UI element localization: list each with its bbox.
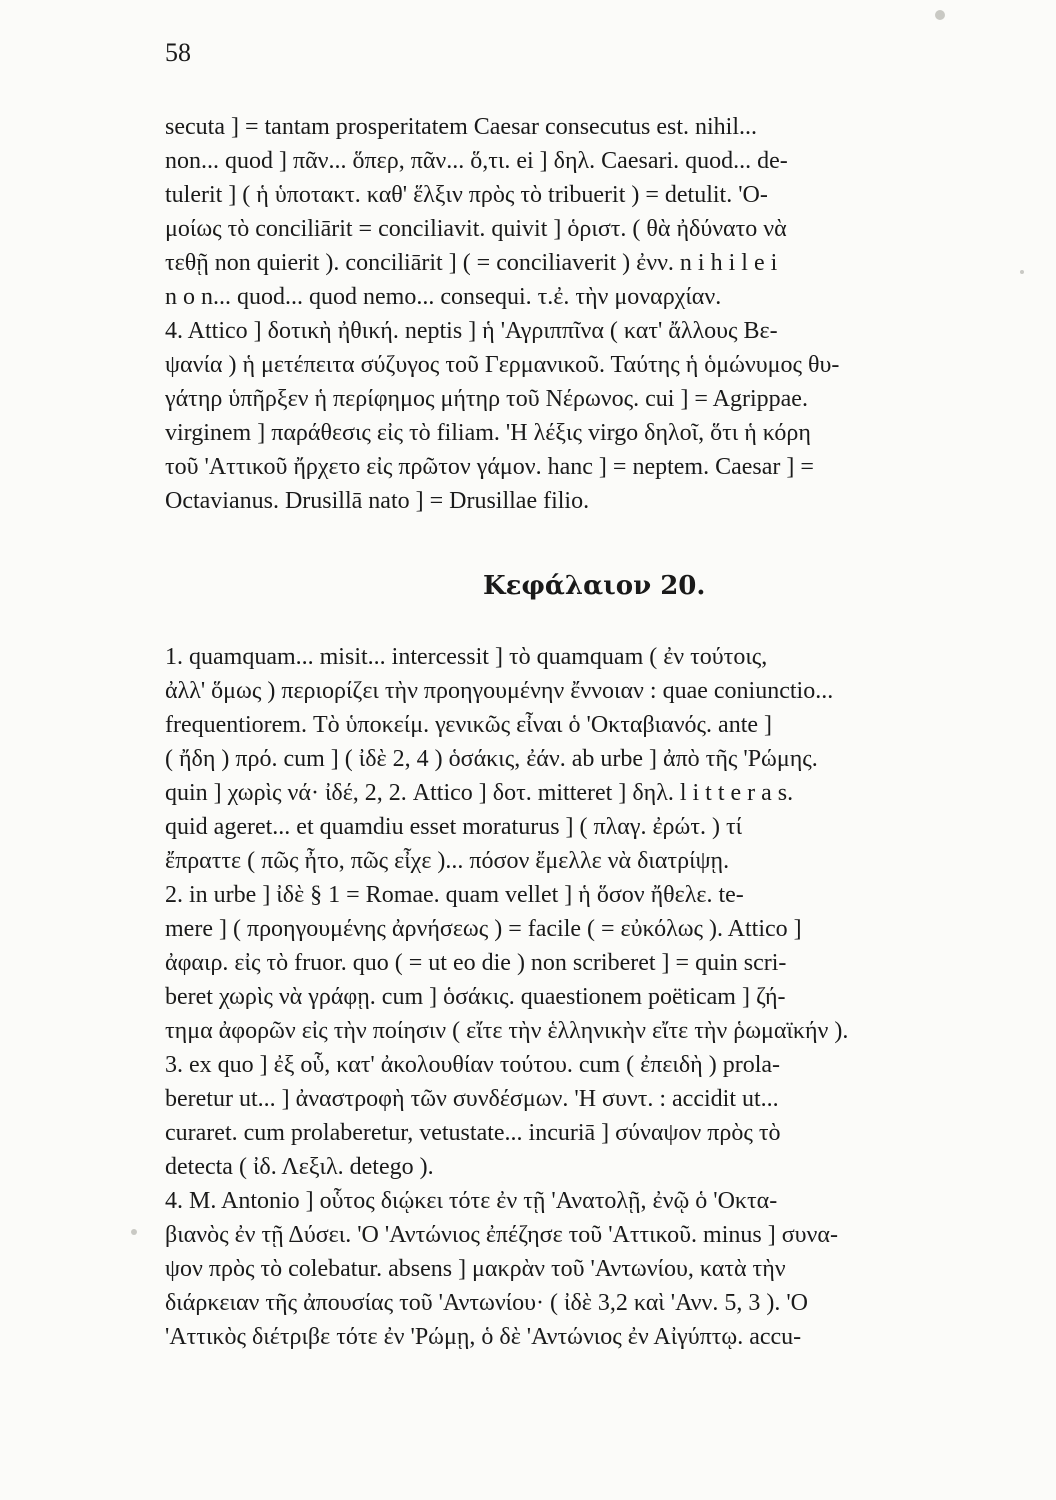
text-line: ψανία ) ἡ μετέπειτα σύζυγος τοῦ Γερμανικοῦ. Ταύτης ἡ ὁμώνυμος θυ- xyxy=(165,352,840,378)
scan-speck xyxy=(131,1229,137,1235)
text-line: beretur ut... ] ἀναστροφὴ τῶν συνδέσμων. 'Η συντ. : accidit ut... xyxy=(165,1086,779,1112)
commentary-block-1 xyxy=(165,110,1015,518)
text-line: τοῦ 'Αττικοῦ ἤρχετο εἰς πρῶτον γάμον. hanc ] = neptem. Caesar ] = xyxy=(165,454,814,480)
scan-speck xyxy=(1020,270,1024,274)
text-line: ἀλλ' ὅμως ) περιορίζει τὴν προηγουμένην ἔννοιαν : quae coniunctio... xyxy=(165,678,834,704)
scan-speck xyxy=(935,10,945,20)
text-line: curaret. cum prolaberetur, vetustate... incuriā ] σύναψον πρὸς τὸ xyxy=(165,1120,781,1146)
text-line: mere ] ( προηγουμένης ἀρνήσεως ) = facile ( = εὐκόλως ). Attico ] xyxy=(165,916,802,942)
text-line: μοίως τὸ conciliārit = conciliavit. quivit ] ὁριστ. ( θὰ ἠδύνατο νὰ xyxy=(165,216,787,242)
text-line: 2. in urbe ] ἰδὲ § 1 = Romae. quam vellet ] ἡ ὅσον ἤθελε. te- xyxy=(165,882,744,908)
text-line: ( ἤδη ) πρό. cum ] ( ἰδὲ 2, 4 ) ὁσάκις, ἐάν. ab urbe ] ἀπὸ τῆς 'Ρώμης. xyxy=(165,746,818,772)
text-line: tulerit ] ( ἡ ὑποτακτ. καθ' ἕλξιν πρὸς τὸ tribuerit ) = detulit. 'Ο- xyxy=(165,182,768,208)
text-line: non... quod ] πᾶν... ὅπερ, πᾶν... ὅ,τι. ei ] δηλ. Caesari. quod... de- xyxy=(165,148,788,174)
section-title: Κεφάλαιον 20. xyxy=(483,571,706,601)
text-line: 3. ex quo ] ἐξ οὗ, κατ' ἀκολουθίαν τούτου. cum ( ἐπειδὴ ) prola- xyxy=(165,1052,781,1078)
text-line: 4. Attico ] δοτικὴ ἠθική. neptis ] ἡ 'Αγριππῖνα ( κατ' ἄλλους Βε- xyxy=(165,318,778,344)
text-line: quid ageret... et quamdiu esset moraturus ] ( πλαγ. ἐρώτ. ) τί xyxy=(165,814,743,840)
text-line: virginem ] παράθεσις εἰς τὸ filiam. 'Η λέξις virgo δηλοῖ, ὅτι ἡ κόρη xyxy=(165,420,811,446)
text-line: frequentiorem. Τὸ ὑποκείμ. γενικῶς εἶναι ὁ 'Οκταβιανός. ante ] xyxy=(165,712,773,738)
text-line: ψον πρὸς τὸ colebatur. absens ] μακρὰν τοῦ 'Αντωνίου, κατὰ τὴν xyxy=(165,1256,786,1282)
text-line: n o n... quod... quod nemo... consequi. τ.ἐ. τὴν μοναρχίαν. xyxy=(165,284,722,310)
page-number: 58 xyxy=(165,38,191,67)
text-line: βιανὸς ἐν τῇ Δύσει. 'Ο 'Αντώνιος ἐπέζησε τοῦ 'Αττικοῦ. minus ] συνα- xyxy=(165,1222,838,1248)
text-line: beret χωρὶς νὰ γράφῃ. cum ] ὁσάκις. quaestionem poëticam ] ζή- xyxy=(165,984,786,1010)
text-line: secuta ] = tantam prosperitatem Caesar consecutus est. nihil... xyxy=(165,114,758,140)
text-line: γάτηρ ὑπῆρξεν ἡ περίφημος μήτηρ τοῦ Νέρωνος. cui ] = Agrippae. xyxy=(165,386,808,412)
text-line: 1. quamquam... misit... intercessit ] τὸ quamquam ( ἐν τούτοις, xyxy=(165,644,768,670)
text-line: ἔπραττε ( πῶς ἦτο, πῶς εἶχε )... πόσον ἔμελλε νὰ διατρίψῃ. xyxy=(165,848,730,874)
commentary-block-2 xyxy=(165,640,1015,1354)
text-line: quin ] χωρὶς νά· ἰδέ, 2, 2. Attico ] δοτ. mitteret ] δηλ. l i t t e r a s. xyxy=(165,780,794,806)
text-line: detecta ( ἰδ. Λεξιλ. detego ). xyxy=(165,1154,434,1180)
text-line: Octavianus. Drusillā nato ] = Drusillae filio. xyxy=(165,488,590,514)
text-line: διάρκειαν τῆς ἀπουσίας τοῦ 'Αντωνίου· ( ἰδὲ 3,2 καὶ 'Ανν. 5, 3 ). 'Ο xyxy=(165,1290,808,1316)
text-line: 'Αττικὸς διέτριβε τότε ἐν 'Ρώμῃ, ὁ δὲ 'Αντώνιος ἐν Αἰγύπτῳ. accu- xyxy=(165,1324,802,1350)
text-line: τεθῇ non quierit ). conciliārit ] ( = conciliaverit ) ἐνν. n i h i l e i xyxy=(165,250,778,276)
text-line: τημα ἀφορῶν εἰς τὴν ποίησιν ( εἴτε τὴν ἑλληνικὴν εἴτε τὴν ῥωμαϊκήν ). xyxy=(165,1018,849,1044)
text-line: ἀφαιρ. εἰς τὸ fruor. quo ( = ut eo die ) non scriberet ] = quin scri- xyxy=(165,950,787,976)
text-line: 4. M. Antonio ] οὗτος διῴκει τότε ἐν τῇ 'Ανατολῇ, ἐνῷ ὁ 'Οκτα- xyxy=(165,1188,778,1214)
